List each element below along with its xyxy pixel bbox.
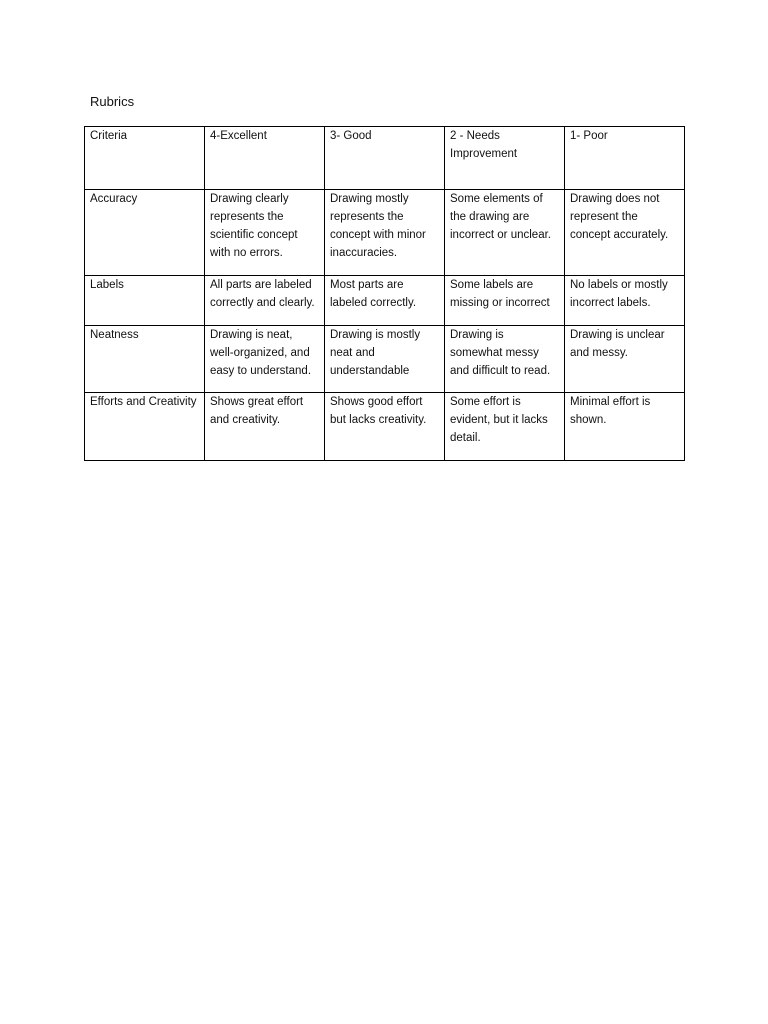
poor-cell bbox=[565, 276, 685, 326]
needs-improvement-cell bbox=[445, 393, 565, 461]
table-row-neatness bbox=[85, 326, 685, 393]
good-cell bbox=[325, 276, 445, 326]
poor-cell bbox=[565, 326, 685, 393]
excellent-cell bbox=[205, 276, 325, 326]
criterion-cell bbox=[85, 326, 205, 393]
poor-text: Drawing is unclear and messy. bbox=[570, 329, 665, 359]
good-text: Drawing is mostly neat and understandable bbox=[330, 329, 421, 377]
excellent-cell bbox=[205, 393, 325, 461]
good-cell bbox=[325, 190, 445, 276]
criterion-label: Efforts and Creativity bbox=[90, 396, 197, 408]
table-row-accuracy bbox=[85, 190, 685, 276]
table-row-efforts-creativity bbox=[85, 393, 685, 461]
header-good-text: 3- Good bbox=[330, 130, 372, 142]
good-text: Drawing mostly represents the concept with minor inaccuracies. bbox=[330, 193, 426, 259]
needs-improvement-text: Some labels are missing or incorrect bbox=[450, 279, 550, 309]
excellent-text: Drawing clearly represents the scientific concept with no errors. bbox=[210, 193, 298, 259]
criterion-cell bbox=[85, 393, 205, 461]
header-excellent-text: 4-Excellent bbox=[210, 130, 267, 142]
good-text: Shows good effort but lacks creativity. bbox=[330, 396, 427, 426]
poor-cell bbox=[565, 393, 685, 461]
header-cell-good bbox=[325, 127, 445, 190]
header-criteria-text: Criteria bbox=[90, 130, 128, 142]
needs-improvement-text: Drawing is somewhat messy and difficult to read. bbox=[450, 329, 551, 377]
header-cell-excellent bbox=[205, 127, 325, 190]
good-text: Most parts are labeled correctly. bbox=[330, 279, 417, 309]
criterion-label: Accuracy bbox=[90, 193, 138, 205]
excellent-text: All parts are labeled correctly and clearly. bbox=[210, 279, 315, 309]
excellent-cell bbox=[205, 190, 325, 276]
header-cell-criteria bbox=[85, 127, 205, 190]
table-row-labels bbox=[85, 276, 685, 326]
poor-text: Minimal effort is shown. bbox=[570, 396, 651, 426]
poor-text: No labels or mostly incorrect labels. bbox=[570, 279, 668, 309]
poor-cell bbox=[565, 190, 685, 276]
criterion-cell bbox=[85, 276, 205, 326]
needs-improvement-cell bbox=[445, 276, 565, 326]
excellent-text: Drawing is neat, well-organized, and easy to understand. bbox=[210, 329, 312, 377]
excellent-text: Shows great effort and creativity. bbox=[210, 396, 304, 426]
needs-improvement-cell bbox=[445, 190, 565, 276]
criterion-label: Labels bbox=[90, 279, 124, 291]
needs-improvement-text: Some effort is evident, but it lacks detail. bbox=[450, 396, 548, 444]
poor-text: Drawing does not represent the concept accurately. bbox=[570, 193, 669, 241]
rubric-table bbox=[84, 126, 685, 461]
good-cell bbox=[325, 326, 445, 393]
table-header-row bbox=[85, 127, 685, 190]
criterion-label: Neatness bbox=[90, 329, 139, 341]
excellent-cell bbox=[205, 326, 325, 393]
header-cell-poor bbox=[565, 127, 685, 190]
needs-improvement-text: Some elements of the drawing are incorrect or unclear. bbox=[450, 193, 551, 241]
good-cell bbox=[325, 393, 445, 461]
needs-improvement-cell bbox=[445, 326, 565, 393]
criterion-cell bbox=[85, 190, 205, 276]
header-needs-improvement-text: 2 - Needs Improvement bbox=[450, 130, 518, 160]
page-title: Rubrics bbox=[90, 94, 135, 109]
header-cell-needs-improvement bbox=[445, 127, 565, 190]
header-poor-text: 1- Poor bbox=[570, 130, 608, 142]
